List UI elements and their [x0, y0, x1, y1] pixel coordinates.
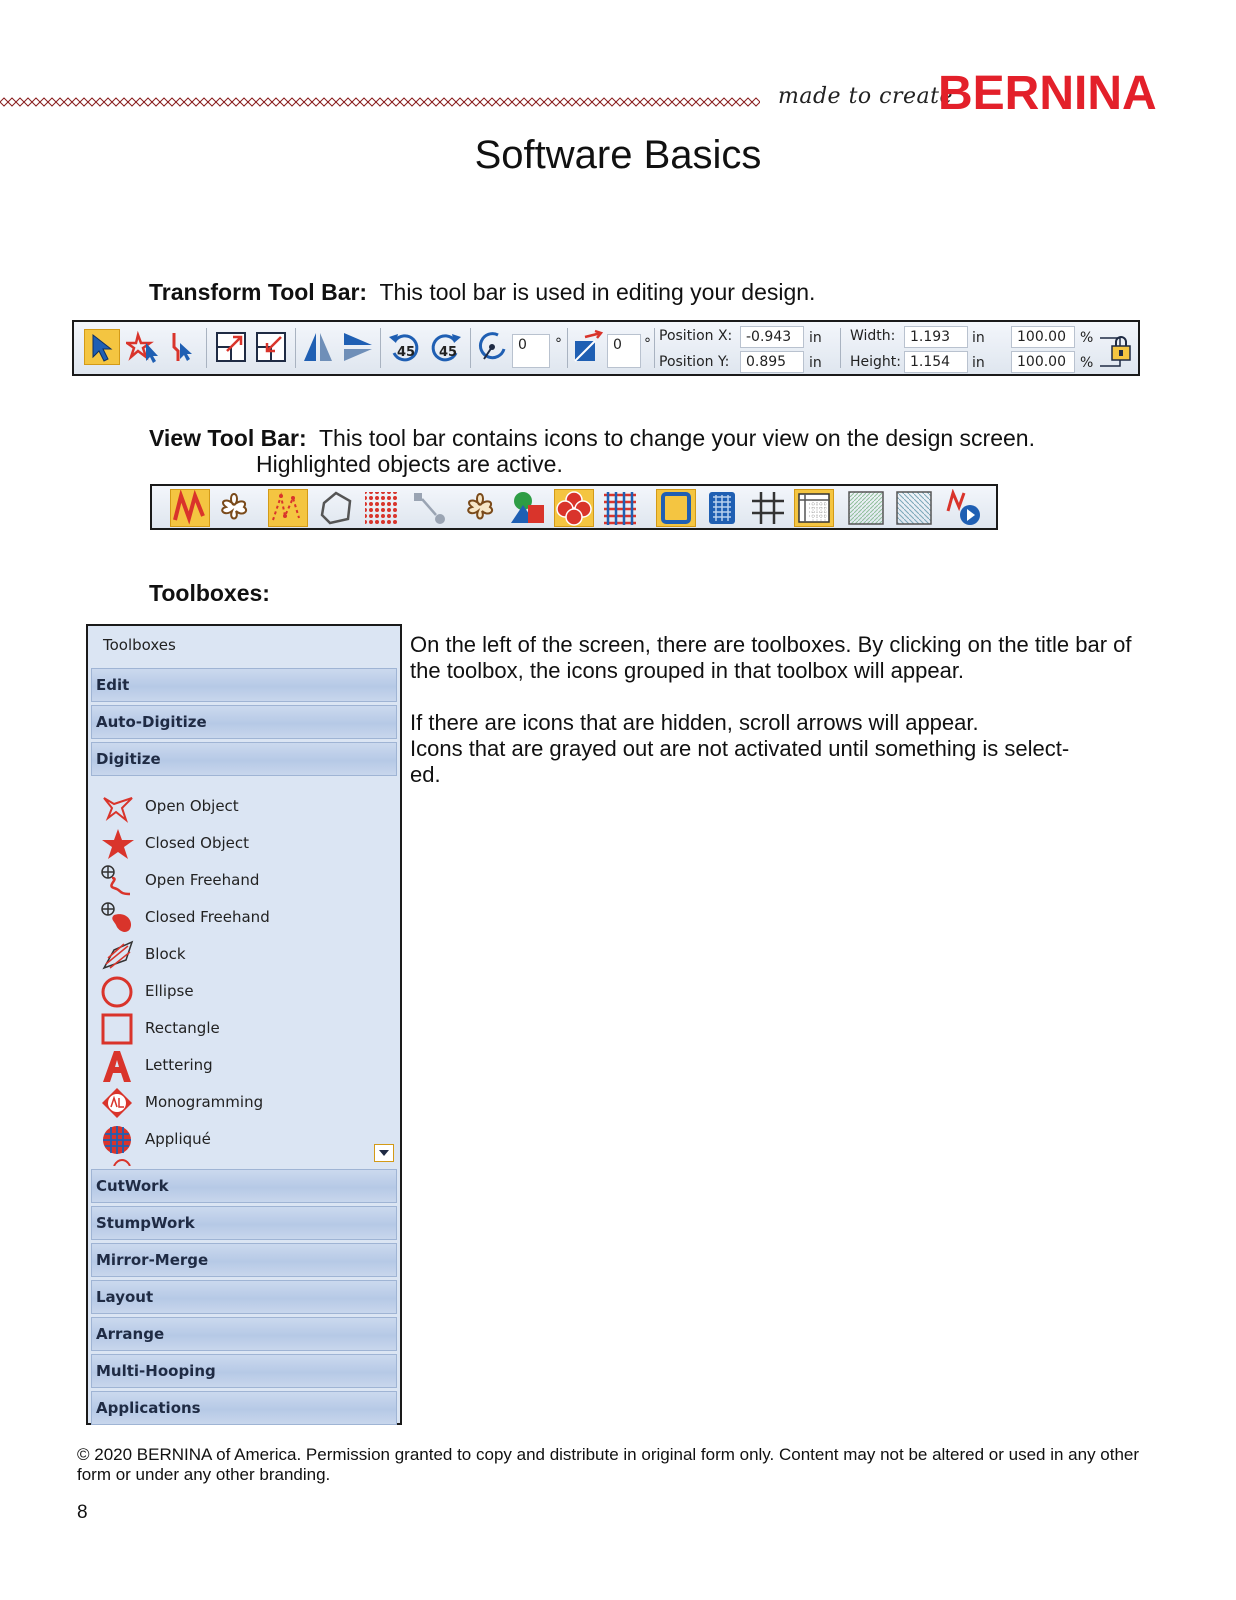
show-fabric-icon[interactable] [362, 489, 402, 527]
zigzag-border [0, 96, 760, 108]
show-applique-icon[interactable] [554, 489, 594, 527]
width-label: Width: [850, 328, 896, 344]
proportional-lock-icon[interactable] [1098, 328, 1138, 372]
chevron-down-icon [375, 1145, 393, 1161]
tool-label: Monogramming [145, 1093, 264, 1111]
tool-label: Rectangle [145, 1019, 220, 1037]
height-percent-input[interactable]: 100.00 [1011, 351, 1075, 373]
width-percent-sign: % [1080, 330, 1094, 346]
position-y-unit: in [809, 355, 822, 371]
page-title: Software Basics [474, 133, 762, 177]
closed-object-icon [100, 827, 136, 861]
skew-icon[interactable] [571, 329, 607, 365]
toolbox-label: Mirror-Merge [96, 1251, 209, 1269]
toolboxes-heading [149, 580, 270, 607]
toolbox-auto-digitize[interactable] [91, 705, 397, 739]
mirror-vertical-icon[interactable] [340, 329, 376, 365]
partial-hidden-icon [112, 1158, 132, 1166]
toolbox-multi-hooping[interactable] [91, 1354, 397, 1388]
show-template-icon[interactable] [702, 489, 742, 527]
show-hoop-background-icon[interactable] [894, 489, 934, 527]
tool-applique[interactable] [100, 1123, 370, 1157]
tool-closed-freehand[interactable] [100, 901, 370, 935]
show-hoop-icon[interactable] [656, 489, 696, 527]
height-label: Height: [850, 354, 901, 370]
toolboxes-panel [86, 624, 402, 1425]
mirror-horizontal-icon[interactable] [300, 329, 336, 365]
rectangle-icon [100, 1012, 136, 1046]
tool-open-freehand[interactable] [100, 864, 370, 898]
page-number: 8 [77, 1502, 88, 1523]
toolboxes-paragraph-2 [410, 710, 1150, 788]
para2-line3: ed. [410, 762, 441, 787]
rotate-angle-icon[interactable] [474, 329, 510, 365]
tool-label: Block [145, 945, 186, 963]
transform-desc: This tool bar is used in editing your design. [379, 279, 816, 305]
toolbox-arrange[interactable] [91, 1317, 397, 1351]
toolbox-label: Multi-Hooping [96, 1362, 216, 1380]
height-input[interactable]: 1.154 [904, 351, 968, 373]
toolbox-applications[interactable] [91, 1391, 397, 1425]
toolbox-label: Layout [96, 1288, 154, 1306]
toolbox-label: Arrange [96, 1325, 165, 1343]
open-freehand-icon [100, 864, 136, 898]
show-artistic-view-icon[interactable] [214, 489, 254, 527]
para2-line2: Icons that are grayed out are not activated until something is select- [410, 736, 1070, 761]
height-unit: in [972, 355, 985, 371]
show-guides-icon[interactable] [748, 489, 788, 527]
toolbox-label: Digitize [96, 750, 161, 768]
monogramming-icon [100, 1086, 136, 1120]
show-vector-icon[interactable] [508, 489, 548, 527]
tool-label: Lettering [145, 1056, 213, 1074]
degree-symbol-1: ° [555, 336, 562, 352]
para2-line1: If there are icons that are hidden, scroll arrows will appear. [410, 710, 979, 735]
show-connectors-icon[interactable] [410, 489, 450, 527]
show-grid-icon[interactable] [600, 489, 640, 527]
position-y-label: Position Y: [659, 354, 730, 370]
toolbox-label: StumpWork [96, 1214, 195, 1232]
toolboxes-label: Toolboxes: [149, 580, 270, 606]
width-unit: in [972, 330, 985, 346]
view-desc-line1: This tool bar contains icons to change your view on the design screen. [319, 425, 1035, 451]
degree-symbol-2: ° [644, 336, 651, 352]
toolbox-digitize[interactable] [91, 742, 397, 776]
position-x-label: Position X: [659, 328, 733, 344]
show-needle-points-icon[interactable] [268, 489, 308, 527]
toolbox-mirror-merge[interactable] [91, 1243, 397, 1277]
toolboxes-paragraph-1: On the left of the screen, there are toolboxes. By clicking on the title bar of the toolbox, the icons grouped in that toolbox will appear. [410, 632, 1132, 683]
stitch-player-icon[interactable] [944, 489, 984, 527]
applique-icon [100, 1123, 136, 1157]
tool-label: Appliqué [145, 1130, 211, 1148]
view-label: View Tool Bar: [149, 425, 307, 451]
tool-label: Closed Object [145, 834, 250, 852]
rotate-right-label: 45 [439, 345, 458, 360]
view-toolbar [150, 484, 998, 530]
toolbox-label: Applications [96, 1399, 201, 1417]
ellipse-icon [100, 975, 136, 1009]
transform-heading [149, 279, 815, 306]
lettering-icon [100, 1049, 136, 1083]
open-object-icon [100, 790, 136, 824]
copyright-notice: © 2020 BERNINA of America. Permission granted to copy and distribute in original form only. Content may not be altered or used in any other form or under any other branding. [77, 1445, 1140, 1484]
tagline: made to create [778, 84, 953, 109]
toolbox-layout[interactable] [91, 1280, 397, 1314]
scale-down-icon[interactable] [253, 329, 289, 365]
tool-monogramming[interactable] [100, 1086, 370, 1120]
tool-label: Open Freehand [145, 871, 260, 889]
tool-label: Ellipse [145, 982, 194, 1000]
height-percent-sign: % [1080, 355, 1094, 371]
select-object-icon[interactable] [84, 329, 120, 365]
point-select-icon[interactable] [164, 329, 200, 365]
tool-closed-object[interactable] [100, 827, 370, 861]
position-y-input[interactable]: 0.895 [740, 351, 804, 373]
width-percent-input[interactable]: 100.00 [1011, 326, 1075, 348]
transform-label: Transform Tool Bar: [149, 279, 368, 305]
transform-toolbar [72, 320, 1140, 376]
rotate-left-label: 45 [397, 345, 416, 360]
scale-up-icon[interactable] [213, 329, 249, 365]
show-bitmap-icon[interactable] [460, 489, 500, 527]
toolboxes-panel-title: Toolboxes [103, 636, 176, 654]
tool-rectangle[interactable] [100, 1012, 370, 1046]
rotate-right-icon[interactable] [428, 329, 464, 365]
view-heading [149, 425, 1035, 452]
polygon-select-icon[interactable] [126, 329, 162, 365]
brand-logo: BERNINA [938, 67, 1157, 120]
rotate-left-icon[interactable] [386, 329, 422, 365]
block-icon [100, 938, 136, 972]
toolbox-stumpwork[interactable] [91, 1206, 397, 1240]
width-input[interactable]: 1.193 [904, 326, 968, 348]
show-stitches-icon[interactable] [170, 489, 210, 527]
skew-angle-input[interactable]: 0 [607, 334, 641, 368]
tool-ellipse[interactable] [100, 975, 370, 1009]
toolbox-label: Edit [96, 676, 130, 694]
show-design-background-icon[interactable] [846, 489, 886, 527]
toolbox-edit[interactable] [91, 668, 397, 702]
show-ruler-icon[interactable] [794, 489, 834, 527]
view-desc-line2: Highlighted objects are active. [256, 451, 563, 477]
show-design-outline-icon[interactable] [316, 489, 356, 527]
tool-label: Open Object [145, 797, 239, 815]
scroll-down-button[interactable] [374, 1144, 394, 1162]
toolbox-label: CutWork [96, 1177, 169, 1195]
tool-block[interactable] [100, 938, 370, 972]
toolbox-cutwork[interactable] [91, 1169, 397, 1203]
position-x-input[interactable]: -0.943 [740, 326, 804, 348]
rotate-angle-input[interactable]: 0 [512, 334, 550, 368]
position-x-unit: in [809, 330, 822, 346]
closed-freehand-icon [100, 901, 136, 935]
toolbox-label: Auto-Digitize [96, 713, 207, 731]
tool-label: Closed Freehand [145, 908, 270, 926]
tool-open-object[interactable] [100, 790, 370, 824]
tool-lettering[interactable] [100, 1049, 370, 1083]
